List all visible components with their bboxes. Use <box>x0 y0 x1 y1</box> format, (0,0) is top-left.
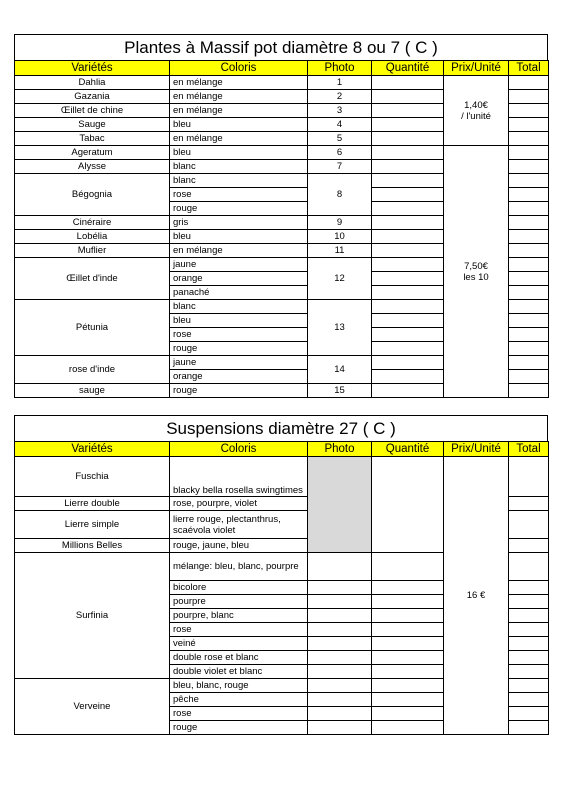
total-cell[interactable] <box>509 174 549 188</box>
color-cell: bleu <box>170 314 308 328</box>
quantity-cell[interactable] <box>372 202 444 216</box>
total-cell[interactable] <box>509 581 549 595</box>
table-row <box>15 146 549 160</box>
color-cell: rouge <box>170 342 308 356</box>
variety-cell: Œillet d'inde <box>15 258 170 300</box>
quantity-cell[interactable] <box>372 286 444 300</box>
total-cell[interactable] <box>509 258 549 272</box>
quantity-cell[interactable] <box>372 693 444 707</box>
color-cell: en mélange <box>170 244 308 258</box>
header-total: Total <box>509 442 549 457</box>
quantity-cell[interactable] <box>372 146 444 160</box>
variety-cell: sauge <box>15 384 170 398</box>
quantity-cell[interactable] <box>372 665 444 679</box>
quantity-cell[interactable] <box>372 328 444 342</box>
variety-cell: Sauge <box>15 118 170 132</box>
color-cell: blanc <box>170 174 308 188</box>
quantity-cell[interactable] <box>372 90 444 104</box>
photo-number-cell: 6 <box>308 146 372 160</box>
total-cell[interactable] <box>509 216 549 230</box>
photo-cell <box>308 665 372 679</box>
color-cell: orange <box>170 370 308 384</box>
color-cell: bicolore <box>170 581 308 595</box>
header-varietes: Variétés <box>15 442 170 457</box>
price-cell <box>444 146 509 398</box>
color-cell: mélange: bleu, blanc, pourpre <box>170 553 308 581</box>
color-cell: jaune <box>170 258 308 272</box>
photo-number-cell: 3 <box>308 104 372 118</box>
color-cell: pourpre, blanc <box>170 609 308 623</box>
quantity-cell[interactable] <box>372 76 444 90</box>
color-cell: veiné <box>170 637 308 651</box>
price-cell: 16 € <box>444 457 509 735</box>
color-cell: rose <box>170 188 308 202</box>
total-cell[interactable] <box>509 707 549 721</box>
table-body <box>15 457 549 735</box>
photo-cell <box>308 679 372 693</box>
quantity-cell[interactable] <box>372 314 444 328</box>
quantity-cell[interactable] <box>372 104 444 118</box>
total-cell[interactable] <box>509 679 549 693</box>
quantity-cell[interactable] <box>372 118 444 132</box>
color-cell: en mélange <box>170 132 308 146</box>
color-cell: rose <box>170 623 308 637</box>
photo-cell <box>308 651 372 665</box>
variety-cell: Gazania <box>15 90 170 104</box>
photo-cell <box>308 721 372 735</box>
plantes-massif-table <box>14 60 549 398</box>
header-coloris: Coloris <box>170 442 308 457</box>
quantity-cell[interactable] <box>372 721 444 735</box>
table-body <box>15 76 549 398</box>
quantity-cell[interactable] <box>372 272 444 286</box>
variety-cell: Muflier <box>15 244 170 258</box>
total-cell[interactable] <box>509 342 549 356</box>
color-cell: double rose et blanc <box>170 651 308 665</box>
photo-number-cell: 8 <box>308 174 372 216</box>
quantity-cell[interactable] <box>372 637 444 651</box>
quantity-cell[interactable] <box>372 553 444 581</box>
quantity-cell[interactable] <box>372 300 444 314</box>
variety-cell: Cinéraire <box>15 216 170 230</box>
variety-cell: Lierre double <box>15 497 170 511</box>
photo-number-cell: 2 <box>308 90 372 104</box>
photo-cell <box>308 693 372 707</box>
total-cell[interactable] <box>509 356 549 370</box>
header-total: Total <box>509 61 549 76</box>
total-cell[interactable] <box>509 511 549 539</box>
total-cell[interactable] <box>509 244 549 258</box>
quantity-cell[interactable] <box>372 651 444 665</box>
variety-cell: Bégognia <box>15 174 170 216</box>
price-unit-line: / l'unité <box>461 110 491 122</box>
price-cell <box>444 76 509 146</box>
quantity-cell[interactable] <box>372 160 444 174</box>
photo-cell <box>308 637 372 651</box>
total-cell[interactable] <box>509 623 549 637</box>
price-unit-line: les 10 <box>463 271 489 283</box>
quantity-cell[interactable] <box>372 216 444 230</box>
total-cell[interactable] <box>509 230 549 244</box>
variety-cell: Pétunia <box>15 300 170 356</box>
color-cell: bleu <box>170 230 308 244</box>
header-photo: Photo <box>308 442 372 457</box>
photo-number-cell: 5 <box>308 132 372 146</box>
color-cell: pourpre <box>170 595 308 609</box>
variety-cell: Lobélia <box>15 230 170 244</box>
table-row <box>15 76 549 90</box>
quantity-cell[interactable] <box>372 679 444 693</box>
quantity-cell[interactable] <box>372 174 444 188</box>
total-cell[interactable] <box>509 272 549 286</box>
quantity-cell[interactable] <box>372 230 444 244</box>
header-quantite: Quantité <box>372 442 444 457</box>
total-cell[interactable] <box>509 497 549 511</box>
total-cell[interactable] <box>509 188 549 202</box>
variety-cell: Tabac <box>15 132 170 146</box>
variety-cell: Ageratum <box>15 146 170 160</box>
header-prix: Prix/Unité <box>444 442 509 457</box>
total-cell[interactable] <box>509 384 549 398</box>
header-varietes: Variétés <box>15 61 170 76</box>
color-cell: blanc <box>170 160 308 174</box>
quantity-cell[interactable] <box>372 595 444 609</box>
color-cell: rouge <box>170 202 308 216</box>
variety-cell: Dahlia <box>15 76 170 90</box>
total-cell[interactable] <box>509 118 549 132</box>
color-cell: bleu, blanc, rouge <box>170 679 308 693</box>
total-cell[interactable] <box>509 637 549 651</box>
total-cell[interactable] <box>509 553 549 581</box>
total-cell[interactable] <box>509 202 549 216</box>
photo-cell <box>308 609 372 623</box>
color-cell: rouge, jaune, bleu <box>170 539 308 553</box>
quantity-cell[interactable] <box>372 132 444 146</box>
quantity-cell[interactable] <box>372 258 444 272</box>
plantes-massif-section <box>14 34 548 398</box>
quantity-cell[interactable] <box>372 342 444 356</box>
color-cell: en mélange <box>170 90 308 104</box>
total-cell[interactable] <box>509 104 549 118</box>
color-cell: rose, pourpre, violet <box>170 497 308 511</box>
color-cell: panaché <box>170 286 308 300</box>
photo-number-cell: 13 <box>308 300 372 356</box>
section-title: Suspensions diamètre 27 ( C ) <box>14 415 548 441</box>
color-cell: rose <box>170 328 308 342</box>
variety-cell: rose d'inde <box>15 356 170 384</box>
color-cell: rouge <box>170 384 308 398</box>
quantity-cell[interactable] <box>372 609 444 623</box>
photo-number-cell: 15 <box>308 384 372 398</box>
quantity-cell[interactable] <box>372 356 444 370</box>
total-cell[interactable] <box>509 665 549 679</box>
table-header-row <box>15 61 549 76</box>
color-cell: double violet et blanc <box>170 665 308 679</box>
variety-cell: Alysse <box>15 160 170 174</box>
suspensions-section <box>14 415 548 735</box>
photo-cell <box>308 595 372 609</box>
variety-cell: Fuschia <box>15 457 170 497</box>
color-cell: rose <box>170 707 308 721</box>
color-cell: en mélange <box>170 76 308 90</box>
color-cell: pêche <box>170 693 308 707</box>
color-cell: bleu <box>170 146 308 160</box>
header-quantite: Quantité <box>372 61 444 76</box>
variety-cell: Millions Belles <box>15 539 170 553</box>
quantity-cell[interactable] <box>372 457 444 553</box>
total-cell[interactable] <box>509 132 549 146</box>
quantity-cell[interactable] <box>372 370 444 384</box>
total-cell[interactable] <box>509 595 549 609</box>
suspensions-table <box>14 441 549 735</box>
color-cell: en mélange <box>170 104 308 118</box>
header-coloris: Coloris <box>170 61 308 76</box>
total-cell[interactable] <box>509 286 549 300</box>
photo-number-cell: 4 <box>308 118 372 132</box>
total-cell[interactable] <box>509 609 549 623</box>
total-cell[interactable] <box>509 146 549 160</box>
variety-cell: Lierre simple <box>15 511 170 539</box>
quantity-cell[interactable] <box>372 707 444 721</box>
color-cell: blanc <box>170 300 308 314</box>
color-cell: rouge <box>170 721 308 735</box>
photo-number-cell: 7 <box>308 160 372 174</box>
photo-number-cell: 10 <box>308 230 372 244</box>
photo-number-cell: 12 <box>308 258 372 300</box>
quantity-cell[interactable] <box>372 384 444 398</box>
total-cell[interactable] <box>509 300 549 314</box>
photo-cell <box>308 457 372 553</box>
price-line: 7,50€ <box>464 260 488 272</box>
total-cell[interactable] <box>509 457 549 497</box>
header-photo: Photo <box>308 61 372 76</box>
quantity-cell[interactable] <box>372 188 444 202</box>
photo-cell <box>308 623 372 637</box>
total-cell[interactable] <box>509 370 549 384</box>
total-cell[interactable] <box>509 90 549 104</box>
color-cell: blacky bella rosella swingtimes <box>170 457 308 497</box>
total-cell[interactable] <box>509 693 549 707</box>
total-cell[interactable] <box>509 539 549 553</box>
total-cell[interactable] <box>509 314 549 328</box>
color-cell: gris <box>170 216 308 230</box>
photo-number-cell: 11 <box>308 244 372 258</box>
quantity-cell[interactable] <box>372 581 444 595</box>
color-cell: orange <box>170 272 308 286</box>
header-prix: Prix/Unité <box>444 61 509 76</box>
total-cell[interactable] <box>509 76 549 90</box>
price-line: 1,40€ <box>464 99 488 111</box>
photo-number-cell: 14 <box>308 356 372 384</box>
photo-number-cell: 1 <box>308 76 372 90</box>
table-header-row <box>15 442 549 457</box>
variety-cell: Œillet de chine <box>15 104 170 118</box>
photo-cell <box>308 581 372 595</box>
total-cell[interactable] <box>509 721 549 735</box>
photo-number-cell: 9 <box>308 216 372 230</box>
color-cell: jaune <box>170 356 308 370</box>
total-cell[interactable] <box>509 328 549 342</box>
photo-cell <box>308 707 372 721</box>
total-cell[interactable] <box>509 651 549 665</box>
color-cell: lierre rouge, plectanthrus, scaévola violet <box>170 511 308 539</box>
variety-cell: Verveine <box>15 679 170 735</box>
section-title: Plantes à Massif pot diamètre 8 ou 7 ( C ) <box>14 34 548 60</box>
table-row <box>15 457 549 497</box>
quantity-cell[interactable] <box>372 623 444 637</box>
total-cell[interactable] <box>509 160 549 174</box>
color-cell: bleu <box>170 118 308 132</box>
photo-cell <box>308 553 372 581</box>
variety-cell: Surfinia <box>15 553 170 679</box>
quantity-cell[interactable] <box>372 244 444 258</box>
